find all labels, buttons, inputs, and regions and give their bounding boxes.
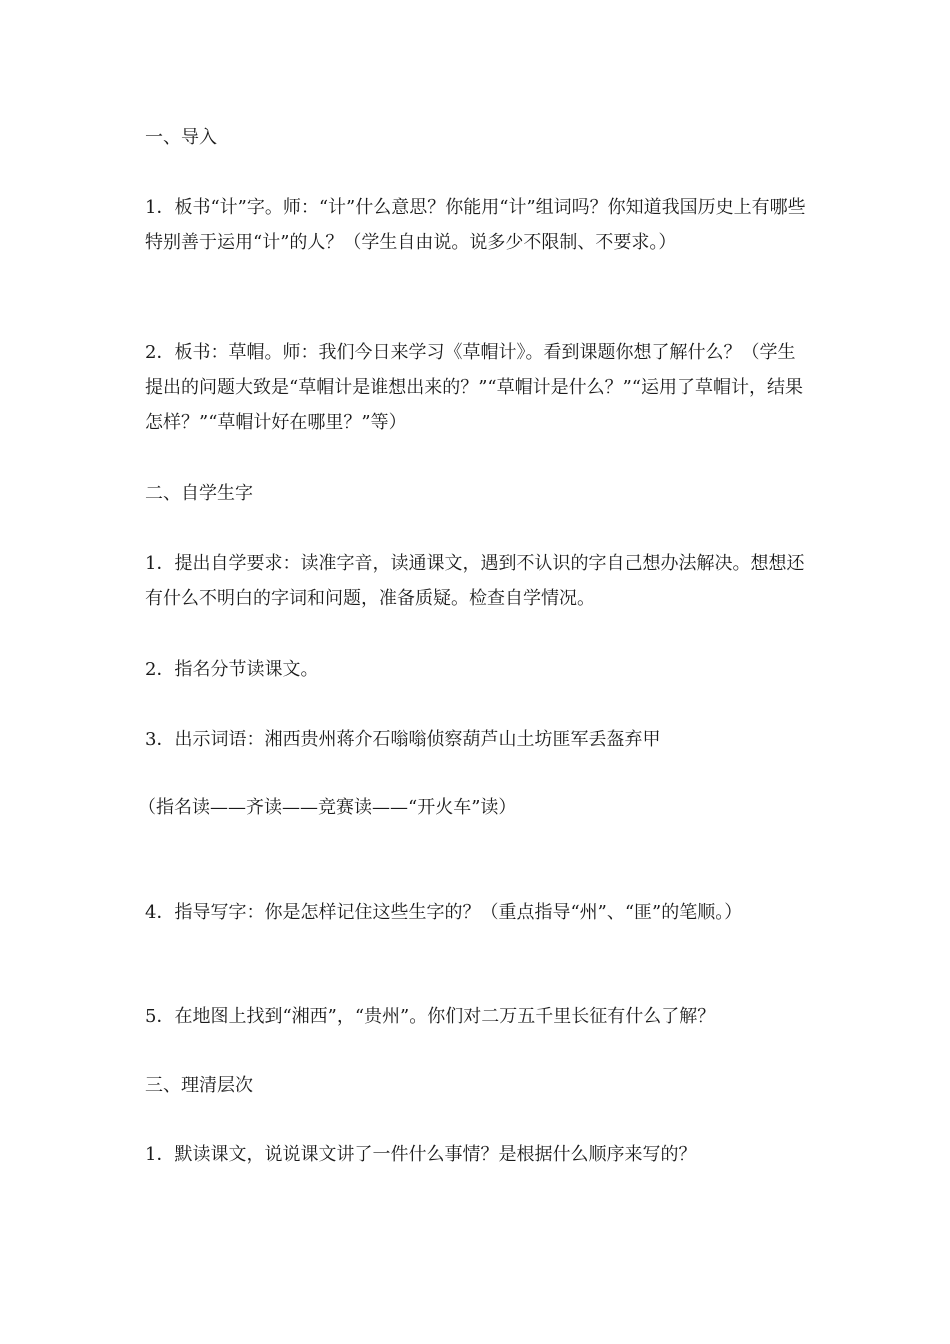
paragraph-self-study-2: 2．指名分节读课文。 bbox=[145, 659, 319, 680]
paragraph-reading-methods: （指名读——齐读——竞赛读——“开火车”读） bbox=[138, 797, 517, 818]
paragraph-intro-2: 2．板书：草帽。师：我们今日来学习《草帽计》。看到课题你想了解什么？（学生提出的问题大致是“草帽计是谁想出来的？”“草帽计是什么？”“运用了草帽计，结果怎样？”“草帽计好在哪里？”等） bbox=[145, 342, 804, 433]
paragraph-self-study-5: 5．在地图上找到“湘西”，“贵州”。你们对二万五千里长征有什么了解？ bbox=[145, 1006, 716, 1027]
section-heading-self-study: 二、自学生字 bbox=[145, 483, 253, 504]
section-heading-intro: 一、导入 bbox=[145, 127, 217, 148]
paragraph-self-study-1: 1．提出自学要求：读准字音，读通课文，遇到不认识的字自己想办法解决。想想还有什么不明白的字词和问题，准备质疑。检查自学情况。 bbox=[145, 553, 805, 609]
paragraph-structure-1: 1．默读课文，说说课文讲了一件什么事情？是根据什么顺序来写的？ bbox=[145, 1144, 697, 1165]
paragraph-self-study-3: 3．出示词语：湘西贵州蒋介石嗡嗡侦察葫芦山土坊匪军丢盔弃甲 bbox=[145, 729, 661, 750]
paragraph-intro-1: 1．板书“计”字。师：“计”什么意思？你能用“计”组词吗？你知道我国历史上有哪些特别善于运用“计”的人？（学生自由说。说多少不限制、不要求。） bbox=[145, 197, 806, 253]
section-heading-structure: 三、理清层次 bbox=[145, 1075, 253, 1096]
paragraph-self-study-4: 4．指导写字：你是怎样记住这些生字的？（重点指导“州”、“匪”的笔顺。） bbox=[145, 902, 743, 923]
